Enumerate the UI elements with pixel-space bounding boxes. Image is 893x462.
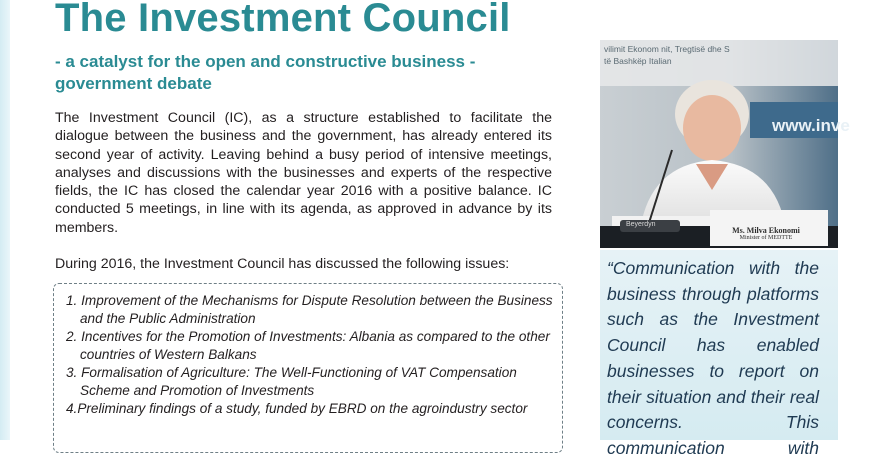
- caption-role: Minister of MEDTTE: [739, 235, 793, 241]
- sidebar-quote-box: [600, 250, 838, 458]
- issues-list: [54, 284, 562, 418]
- microphone-brand-text: Beyerdyn: [626, 221, 656, 228]
- article-title: The Investment Council: [55, 0, 511, 40]
- issues-box: [53, 283, 563, 453]
- issue-item: 2. Incentives for the Promotion of Investments: Albania as compared to the other countries of Western Balkans: [66, 329, 550, 362]
- issue-item: 3. Formalisation of Agriculture: The Well-Functioning of VAT Compensation Scheme and Promotion of Investments: [66, 365, 517, 398]
- issues-lead-in: During 2016, the Investment Council has discussed the following issues:: [55, 256, 510, 272]
- sidebar-quote: “Communication with the business through platforms such as the Investment Council has enabled businesses to report on their situation and their real concerns. This communication with: [607, 258, 819, 458]
- issue-item: 4.Preliminary findings of a study, funded by EBRD on the agroindustry sector: [66, 401, 528, 416]
- banner-url-text: www.inve: [772, 116, 850, 135]
- speaker-photo: [600, 40, 850, 248]
- page-edge-decoration: [0, 0, 10, 440]
- speaker-photo-illustration: [600, 40, 850, 248]
- photo-caption: [712, 226, 820, 242]
- issue-item: 1. Improvement of the Mechanisms for Dispute Resolution between the Business and the Public Administration: [66, 293, 553, 326]
- article-subtitle: - a catalyst for the open and constructive business - government debate: [55, 52, 476, 93]
- banner-text-line-2: të Bashkëp Italian: [604, 56, 672, 66]
- banner-text-line-1: vilimit Ekonom nit, Tregtisë dhe S: [604, 44, 730, 54]
- article-body-paragraph: The Investment Council (IC), as a structure established to facilitate the dialogue between the business and the government, has already entered its second year of activity. Leaving behind a busy period of intensive meetings, analyses and discussions with the businesses and experts of the respective fields, the IC has closed the calendar year 2016 with a positive balance. IC conducted 5 meetings, in line with its agenda, as approved in advance by its members.: [55, 110, 552, 236]
- caption-name: Ms. Milva Ekonomi: [732, 226, 800, 235]
